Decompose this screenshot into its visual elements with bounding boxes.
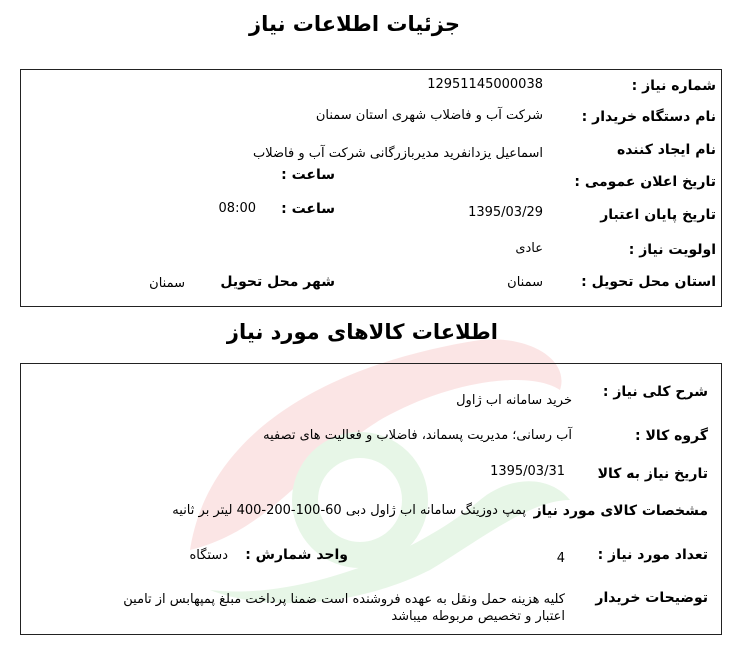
goods-group-value: آب رسانی؛ مدیریت پسماند، فاضلاب و فعالیت های تصفیه — [263, 428, 572, 443]
province-label: استان محل تحویل : — [581, 274, 716, 290]
buyer-notes-line-2: اعتبار و تخصیص مربوطه میباشد — [391, 609, 565, 624]
announce-time-label: ساعت : — [281, 167, 335, 183]
deadline-label: تاریخ پایان اعتبار — [600, 207, 716, 223]
creator-value: اسماعیل یزدانفرید مدیربازرگانی شرکت آب و فاضلاب — [253, 146, 543, 161]
need-date-value: 1395/03/31 — [490, 464, 565, 479]
quantity-value: 4 — [556, 551, 565, 566]
unit-value: دستگاه — [189, 548, 228, 563]
summary-label: شرح کلی نیاز : — [602, 384, 708, 400]
need-number-value: 12951145000038 — [427, 77, 543, 92]
quantity-label: تعداد مورد نیاز : — [597, 547, 708, 563]
need-date-label: تاریخ نیاز به کالا — [597, 466, 708, 482]
deadline-time-label: ساعت : — [281, 201, 335, 217]
deadline-date-value: 1395/03/29 — [468, 205, 543, 220]
announce-date-label: تاریخ اعلان عمومی : — [574, 174, 716, 190]
province-value: سمنان — [507, 275, 543, 290]
buyer-label: نام دستگاه خریدار : — [581, 109, 716, 125]
unit-label: واحد شمارش : — [245, 547, 348, 563]
buyer-value: شرکت آب و فاضلاب شهری استان سمنان — [315, 108, 543, 123]
city-value: سمنان — [149, 276, 185, 291]
buyer-notes-line-1: کلیه هزینه حمل ونقل به عهده فروشنده است ضمنا پرداخت مبلغ پمپهابس از تامین — [123, 592, 565, 607]
specs-value: پمپ دوزینگ سامانه اب ژاول دبی 60-100-200-400 لیتر بر ثانیه — [172, 503, 526, 518]
city-label: شهر محل تحویل — [220, 274, 335, 290]
goods-group-label: گروه کالا : — [635, 428, 708, 444]
buyer-notes-label: توضیحات خریدار — [595, 590, 708, 606]
specs-label: مشخصات کالای مورد نیاز — [533, 503, 708, 519]
goods-section-title: اطلاعات کالاهای مورد نیاز — [226, 320, 498, 344]
deadline-time-value: 08:00 — [218, 201, 256, 216]
priority-label: اولویت نیاز : — [628, 242, 716, 258]
summary-value: خرید سامانه اب ژاول — [456, 393, 572, 408]
priority-value: عادی — [515, 241, 543, 256]
page-title: جزئیات اطلاعات نیاز — [249, 12, 460, 36]
need-number-label: شماره نیاز : — [631, 78, 716, 94]
creator-label: نام ایجاد کننده — [616, 142, 716, 158]
